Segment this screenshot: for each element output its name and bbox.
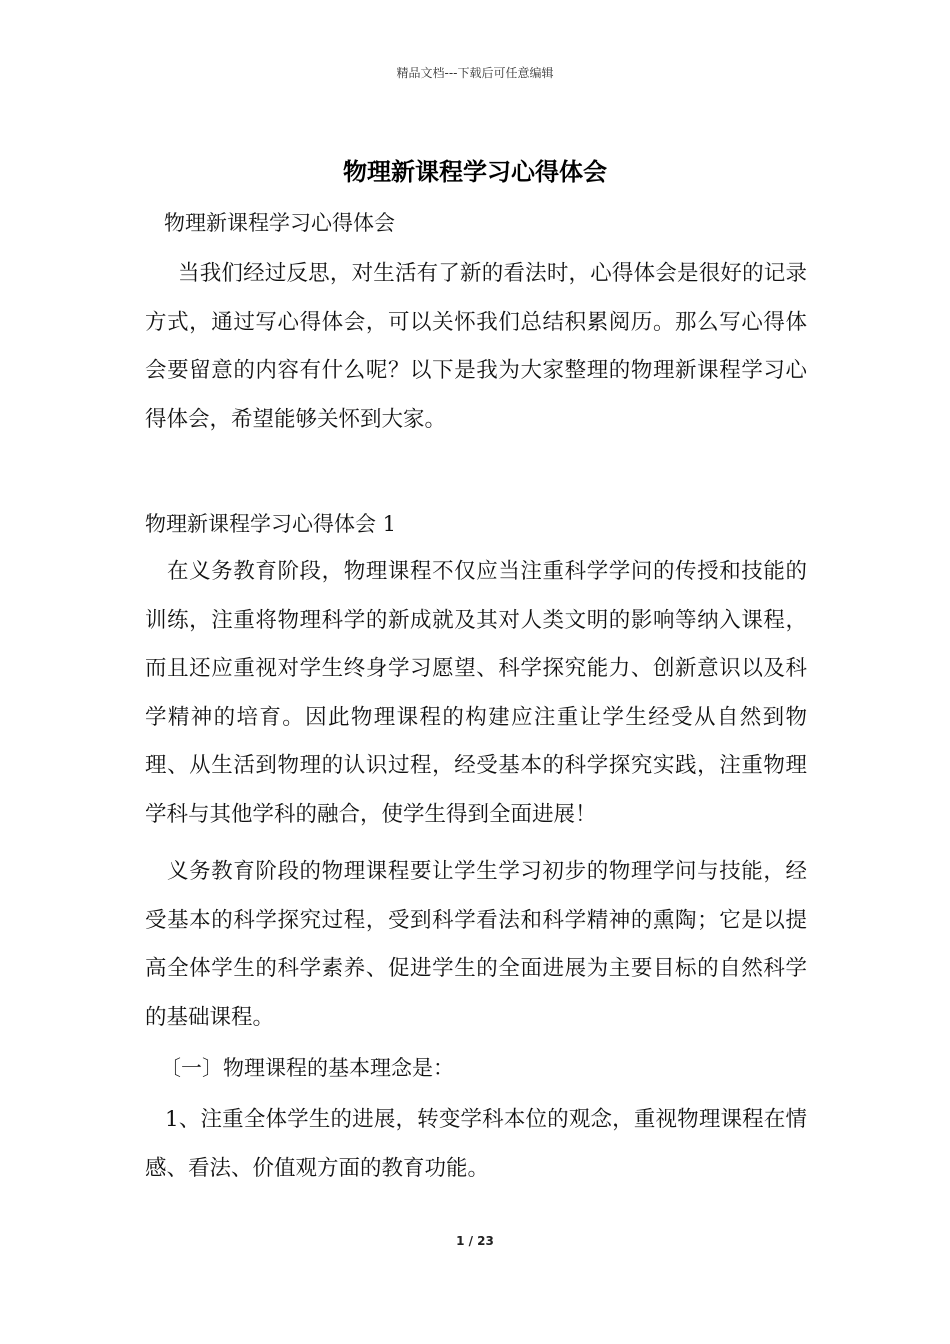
document-subtitle: 物理新课程学习心得体会 bbox=[164, 211, 395, 235]
page-number: 1 / 23 bbox=[456, 1234, 494, 1248]
body-paragraph: 义务教育阶段的物理课程要让学生学习初步的物理学问与技能，经受基本的科学探究过程，受到科学看法和科学精神的熏陶；它是以提高全体学生的科学素养、促进学生的全面进展为主要目标的自然科学的基础课程。 bbox=[145, 859, 807, 1030]
body-paragraph: 在义务教育阶段，物理课程不仅应当注重科学学问的传授和技能的训练，注重将物理科学的新成就及其对人类文明的影响等纳入课程，而且还应重视对学生终身学习愿望、科学探究能力、创新意识以及科学精神的培育。因此物理课程的构建应注重让学生经受从自然到物理、从生活到物理的认识过程，经受基本的科学探究实践，注重物理学科与其他学科的融合，使学生得到全面进展！ bbox=[145, 559, 807, 827]
subsection-heading: 〔一〕物理课程的基本理念是： bbox=[160, 1056, 454, 1080]
intro-paragraph: 当我们经过反思，对生活有了新的看法时，心得体会是很好的记录方式，通过写心得体会，可以关怀我们总结积累阅历。那么写心得体会要留意的内容有什么呢？以下是我为大家整理的物理新课程学习心得体会，希望能够关怀到大家。 bbox=[145, 261, 807, 432]
document-title: 物理新课程学习心得体会 bbox=[343, 158, 607, 186]
page-header-note: 精品文档---下载后可任意编辑 bbox=[396, 66, 554, 80]
list-item: 1、注重全体学生的进展，转变学科本位的观念，重视物理课程在情感、看法、价值观方面的教育功能。 bbox=[145, 1107, 807, 1181]
section-heading: 物理新课程学习心得体会 1 bbox=[145, 512, 397, 536]
